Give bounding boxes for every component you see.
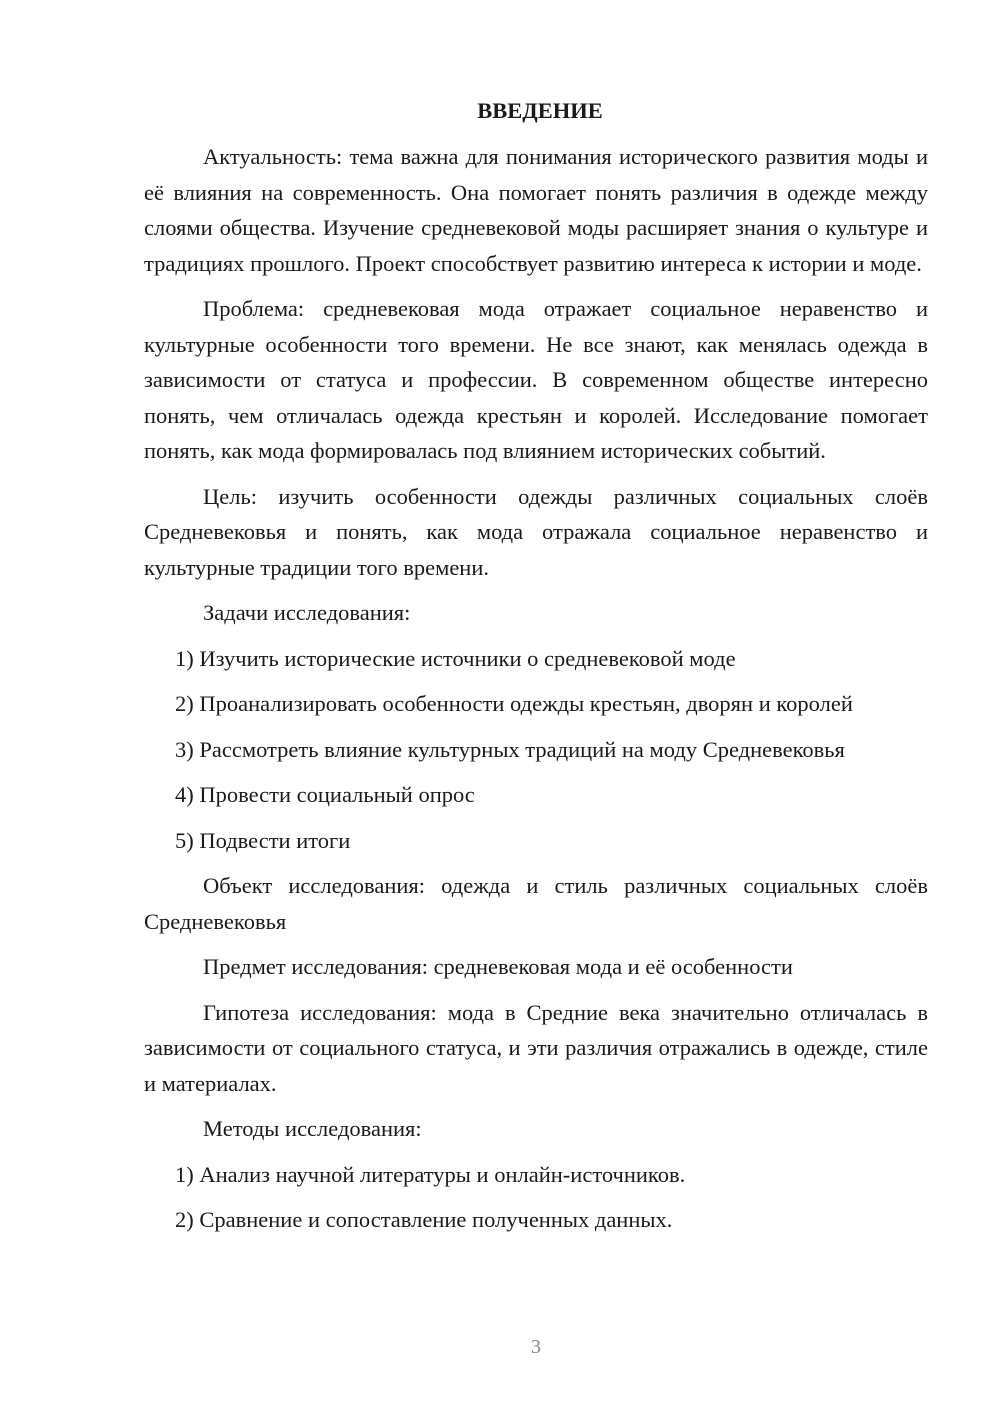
- subject-paragraph: Предмет исследования: средневековая мода и её особенности: [203, 954, 793, 979]
- page-number: 3: [531, 1336, 541, 1358]
- hypothesis-paragraph: Гипотеза исследования: мода в Средние века значительно отличалась в зависимости от социального статуса, и эти различия отражались в одежде, стиле и материалах.: [144, 999, 928, 1096]
- task-item: 5) Подвести итоги: [175, 827, 351, 853]
- task-item: 4) Провести социальный опрос: [175, 782, 475, 807]
- page-title: ВВЕДЕНИЕ: [477, 98, 603, 123]
- task-item: 3) Рассмотреть влияние культурных традиций на моду Средневековья: [175, 736, 845, 762]
- page-content: [144, 93, 928, 1248]
- task-item: 2) Проанализировать особенности одежды крестьян, дворян и королей: [175, 691, 853, 716]
- method-item: 1) Анализ научной литературы и онлайн-источников.: [175, 1161, 686, 1187]
- object-paragraph: Объект исследования: одежда и стиль различных социальных слоёв Средневековья: [144, 873, 928, 934]
- relevance-paragraph: Актуальность: тема важна для понимания исторического развития моды и её влияния на современность. Она помогает понять различия в одежде между слоями общества. Изучение средневековой моды расширяет знания о культуре и традициях прошлого. Проект способствует развитию интереса к истории и моде.: [144, 144, 928, 276]
- tasks-heading: Задачи исследования:: [203, 600, 411, 625]
- goal-paragraph: Цель: изучить особенности одежды различных социальных слоёв Средневековья и понять, как мода отражала социальное неравенство и культурные традиции того времени.: [144, 483, 928, 580]
- methods-heading: Методы исследования:: [203, 1116, 422, 1141]
- problem-paragraph: Проблема: средневековая мода отражает социальное неравенство и культурные особенности того времени. Не все знают, как менялась одежда в зависимости от статуса и профессии. В современном обществе интересно понять, чем отличалась одежда крестьян и королей. Исследование помогает понять, как мода формировалась под влиянием исторических событий.: [144, 296, 928, 463]
- method-item: 2) Сравнение и сопоставление полученных данных.: [175, 1207, 673, 1232]
- task-item: 1) Изучить исторические источники о средневековой моде: [175, 645, 736, 671]
